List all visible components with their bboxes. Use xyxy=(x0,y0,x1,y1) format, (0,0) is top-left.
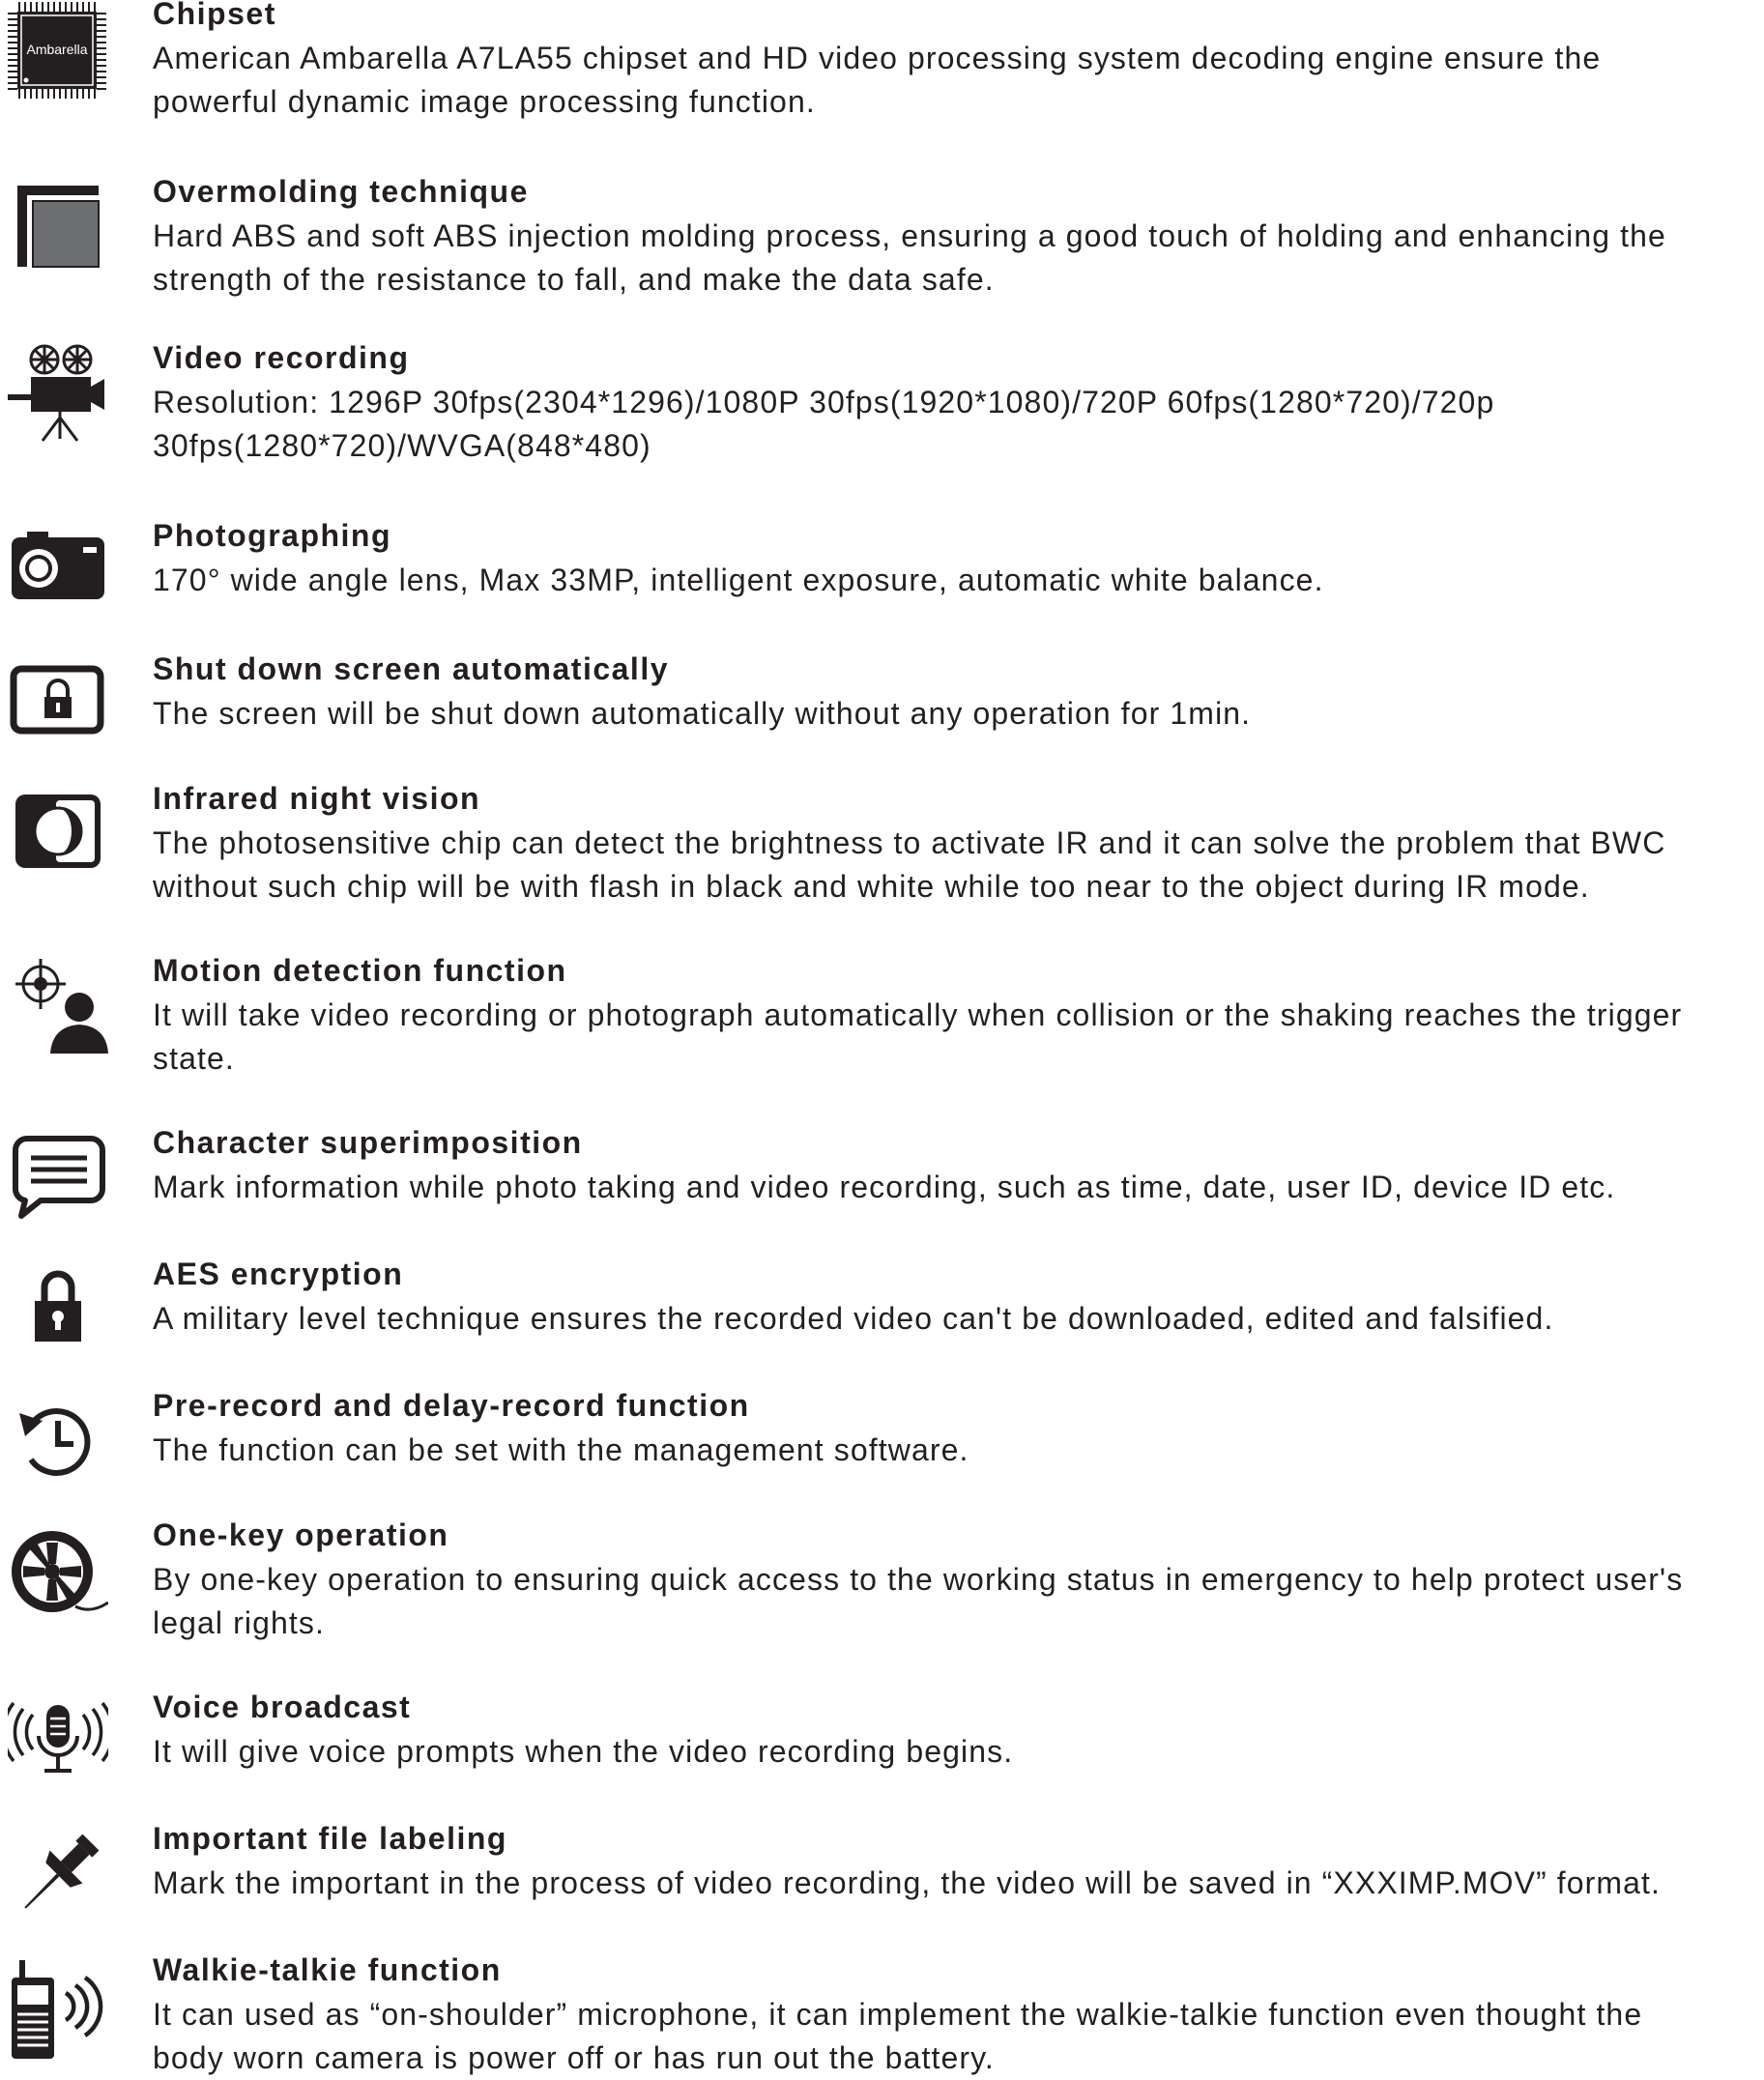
screen-lock-icon xyxy=(8,655,108,756)
description-line: Mark information while photo taking and video recording, such as time, date, user ID, device ID etc. xyxy=(153,1170,1616,1204)
chip-logo-text: Ambarella xyxy=(26,42,88,57)
feature-text xyxy=(153,1819,1757,1905)
description-line: American Ambarella A7LA55 chipset and HD video processing system decoding engine ensure the xyxy=(153,41,1602,75)
chip-icon xyxy=(8,2,108,102)
feature-title: Important file labeling xyxy=(153,1821,507,1856)
feature-description xyxy=(153,1429,1757,1472)
feature-text xyxy=(153,951,1757,1081)
description-line: legal rights. xyxy=(153,1605,325,1640)
feature-text xyxy=(153,1950,1757,2080)
feature-description xyxy=(153,1862,1757,1905)
description-line: powerful dynamic image processing function. xyxy=(153,84,816,119)
feature-text xyxy=(153,338,1757,468)
walkie-talkie-icon xyxy=(8,1960,108,2061)
feature-title: Photographing xyxy=(153,518,392,553)
description-line: Resolution: 1296P 30fps(2304*1296)/1080P 30fps(1920*1080)/720P 60fps(1280*720)/720p xyxy=(153,385,1495,419)
feature-text xyxy=(153,1516,1757,1645)
motion-detection-icon xyxy=(8,957,108,1057)
description-line: Hard ABS and soft ABS injection molding process, ensuring a good touch of holding and enhancing the xyxy=(153,218,1666,253)
description-line: strength of the resistance to fall, and make the data safe. xyxy=(153,262,995,297)
feature-description xyxy=(153,215,1757,302)
feature-text xyxy=(153,1386,1757,1472)
feature-description xyxy=(153,37,1757,124)
description-line: It can used as “on-shoulder” microphone, it can implement the walkie-talkie function even thought the xyxy=(153,1997,1643,2032)
feature-description xyxy=(153,1166,1757,1209)
feature-text xyxy=(153,1688,1757,1774)
feature-title: Walkie-talkie function xyxy=(153,1952,502,1987)
feature-title: Infrared night vision xyxy=(153,781,481,816)
description-line: The photosensitive chip can detect the brightness to activate IR and it can solve the problem that BWC xyxy=(153,825,1666,860)
overmolding-icon xyxy=(8,176,108,276)
description-line: A military level technique ensures the recorded video can't be downloaded, edited and falsified. xyxy=(153,1301,1554,1336)
description-line: By one-key operation to ensuring quick access to the working status in emergency to help protect user's xyxy=(153,1562,1684,1597)
feature-text xyxy=(153,779,1757,909)
feature-description xyxy=(153,1558,1757,1645)
feature-title: Pre-record and delay-record function xyxy=(153,1388,750,1423)
feature-description xyxy=(153,1993,1757,2080)
feature-title: Video recording xyxy=(153,340,410,375)
feature-title: AES encryption xyxy=(153,1257,404,1291)
feature-description xyxy=(153,1297,1757,1341)
feature-text xyxy=(153,1123,1757,1209)
pushpin-icon xyxy=(8,1825,108,1925)
description-line: state. xyxy=(153,1041,235,1076)
microphone-icon xyxy=(8,1693,108,1794)
feature-text xyxy=(153,0,1757,124)
movie-camera-icon xyxy=(8,342,108,443)
description-line: The function can be set with the management software. xyxy=(153,1432,969,1467)
description-line: It will give voice prompts when the video recording begins. xyxy=(153,1734,1014,1769)
description-line: 30fps(1280*720)/WVGA(848*480) xyxy=(153,428,651,463)
feature-text xyxy=(153,172,1757,302)
description-line: The screen will be shut down automatically without any operation for 1min. xyxy=(153,696,1252,731)
feature-title: Chipset xyxy=(153,0,276,31)
feature-description xyxy=(153,559,1757,602)
feature-description xyxy=(153,822,1757,909)
film-reel-icon xyxy=(8,1521,108,1622)
chat-bubble-icon xyxy=(8,1129,108,1229)
feature-text xyxy=(153,1255,1757,1341)
feature-text xyxy=(153,650,1757,736)
feature-title: Character superimposition xyxy=(153,1125,583,1160)
description-line: 170° wide angle lens, Max 33MP, intelligent exposure, automatic white balance. xyxy=(153,563,1324,597)
feature-title: Motion detection function xyxy=(153,953,567,988)
feature-title: One-key operation xyxy=(153,1517,449,1552)
padlock-icon xyxy=(8,1260,108,1361)
feature-description xyxy=(153,1730,1757,1774)
feature-title: Overmolding technique xyxy=(153,174,529,209)
camera-icon xyxy=(8,520,108,621)
description-line: It will take video recording or photograph automatically when collision or the shaking reaches the trigger xyxy=(153,997,1683,1032)
history-clock-icon xyxy=(8,1392,108,1492)
night-vision-icon xyxy=(8,785,108,885)
feature-description xyxy=(153,994,1757,1081)
feature-text xyxy=(153,516,1757,602)
description-line: Mark the important in the process of video recording, the video will be saved in “XXXIMP.MOV” format. xyxy=(153,1865,1662,1900)
feature-title: Shut down screen automatically xyxy=(153,651,669,686)
feature-description xyxy=(153,692,1757,736)
description-line: body worn camera is power off or has run out the battery. xyxy=(153,2040,995,2075)
feature-description xyxy=(153,381,1757,468)
feature-title: Voice broadcast xyxy=(153,1690,412,1724)
description-line: without such chip will be with flash in black and white while too near to the object during IR mode. xyxy=(153,869,1590,904)
